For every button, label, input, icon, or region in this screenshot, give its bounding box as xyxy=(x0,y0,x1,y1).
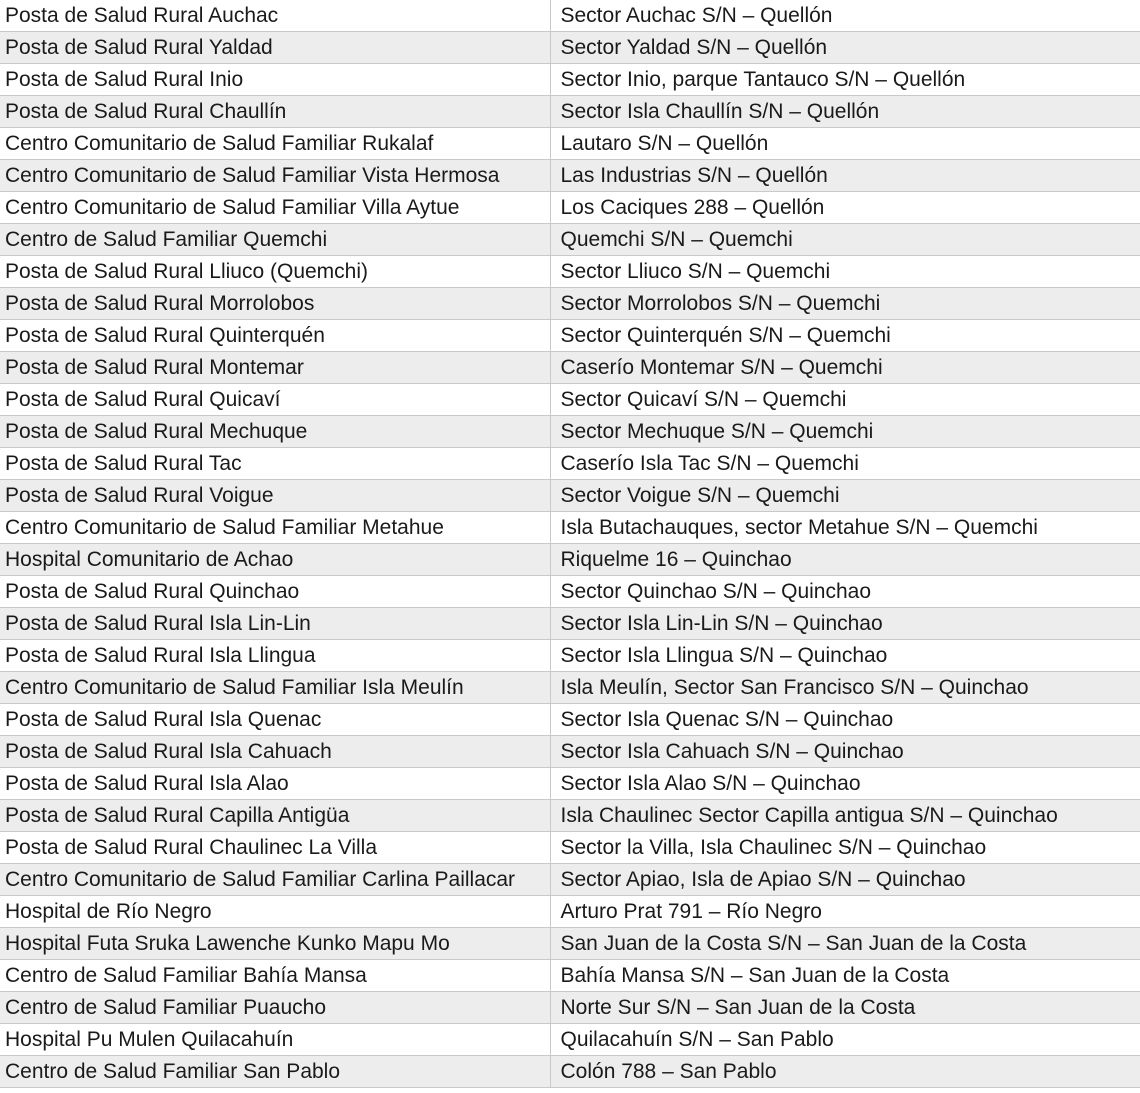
table-row xyxy=(0,416,1140,448)
table-row xyxy=(0,0,1140,32)
table-row xyxy=(0,992,1140,1024)
facility-name: Posta de Salud Rural Lliuco (Quemchi) xyxy=(0,256,550,288)
facility-address: Sector Quinchao S/N – Quinchao xyxy=(550,576,1140,608)
table-row xyxy=(0,960,1140,992)
facility-name: Hospital Comunitario de Achao xyxy=(0,544,550,576)
facility-name: Centro de Salud Familiar Bahía Mansa xyxy=(0,960,550,992)
facility-name: Centro Comunitario de Salud Familiar Villa Aytue xyxy=(0,192,550,224)
table-row xyxy=(0,1056,1140,1088)
facility-name: Posta de Salud Rural Quicaví xyxy=(0,384,550,416)
facility-address: Caserío Isla Tac S/N – Quemchi xyxy=(550,448,1140,480)
facility-address: Riquelme 16 – Quinchao xyxy=(550,544,1140,576)
facility-address: Isla Butachauques, sector Metahue S/N – Quemchi xyxy=(550,512,1140,544)
facility-name: Posta de Salud Rural Isla Llingua xyxy=(0,640,550,672)
table-row xyxy=(0,736,1140,768)
table-row xyxy=(0,928,1140,960)
facility-name: Posta de Salud Rural Capilla Antigüa xyxy=(0,800,550,832)
facility-address: Isla Chaulinec Sector Capilla antigua S/N – Quinchao xyxy=(550,800,1140,832)
facility-address: Sector Isla Quenac S/N – Quinchao xyxy=(550,704,1140,736)
facility-name: Posta de Salud Rural Inio xyxy=(0,64,550,96)
facility-address: Sector Quicaví S/N – Quemchi xyxy=(550,384,1140,416)
facility-address: Sector Yaldad S/N – Quellón xyxy=(550,32,1140,64)
facility-address: Las Industrias S/N – Quellón xyxy=(550,160,1140,192)
facility-address: Quemchi S/N – Quemchi xyxy=(550,224,1140,256)
table-row xyxy=(0,672,1140,704)
table-row xyxy=(0,800,1140,832)
table-row xyxy=(0,608,1140,640)
facility-name: Posta de Salud Rural Isla Cahuach xyxy=(0,736,550,768)
facility-address: Sector Mechuque S/N – Quemchi xyxy=(550,416,1140,448)
facility-address: Sector Voigue S/N – Quemchi xyxy=(550,480,1140,512)
table-row xyxy=(0,64,1140,96)
facility-address: Los Caciques 288 – Quellón xyxy=(550,192,1140,224)
facility-name: Centro de Salud Familiar Quemchi xyxy=(0,224,550,256)
facility-name: Centro Comunitario de Salud Familiar Carlina Paillacar xyxy=(0,864,550,896)
facility-name: Posta de Salud Rural Isla Quenac xyxy=(0,704,550,736)
table-row xyxy=(0,384,1140,416)
facility-address: Sector Auchac S/N – Quellón xyxy=(550,0,1140,32)
facility-address: Sector Isla Llingua S/N – Quinchao xyxy=(550,640,1140,672)
facility-address: Sector Inio, parque Tantauco S/N – Quellón xyxy=(550,64,1140,96)
facility-address: San Juan de la Costa S/N – San Juan de la Costa xyxy=(550,928,1140,960)
facility-name: Hospital Pu Mulen Quilacahuín xyxy=(0,1024,550,1056)
facility-name: Centro Comunitario de Salud Familiar Vista Hermosa xyxy=(0,160,550,192)
facility-name: Posta de Salud Rural Quinterquén xyxy=(0,320,550,352)
facility-name: Posta de Salud Rural Chaullín xyxy=(0,96,550,128)
facility-name: Posta de Salud Rural Mechuque xyxy=(0,416,550,448)
table-row xyxy=(0,96,1140,128)
facility-address: Lautaro S/N – Quellón xyxy=(550,128,1140,160)
table-row xyxy=(0,448,1140,480)
facility-name: Centro de Salud Familiar Puaucho xyxy=(0,992,550,1024)
table-row xyxy=(0,128,1140,160)
facility-address: Arturo Prat 791 – Río Negro xyxy=(550,896,1140,928)
facility-address: Sector Isla Chaullín S/N – Quellón xyxy=(550,96,1140,128)
facility-name: Posta de Salud Rural Auchac xyxy=(0,0,550,32)
facility-name: Hospital de Río Negro xyxy=(0,896,550,928)
facility-name: Centro de Salud Familiar San Pablo xyxy=(0,1056,550,1088)
facility-name: Posta de Salud Rural Isla Lin-Lin xyxy=(0,608,550,640)
table-row xyxy=(0,576,1140,608)
facility-address: Sector Isla Alao S/N – Quinchao xyxy=(550,768,1140,800)
facility-name: Posta de Salud Rural Yaldad xyxy=(0,32,550,64)
table-row xyxy=(0,160,1140,192)
facility-address: Sector Isla Cahuach S/N – Quinchao xyxy=(550,736,1140,768)
table-row xyxy=(0,896,1140,928)
facility-address: Sector Morrolobos S/N – Quemchi xyxy=(550,288,1140,320)
facility-name: Posta de Salud Rural Chaulinec La Villa xyxy=(0,832,550,864)
table-row xyxy=(0,1024,1140,1056)
table-row xyxy=(0,256,1140,288)
table-row xyxy=(0,224,1140,256)
table-row xyxy=(0,832,1140,864)
facility-address: Colón 788 – San Pablo xyxy=(550,1056,1140,1088)
facility-name: Centro Comunitario de Salud Familiar Isla Meulín xyxy=(0,672,550,704)
table-row xyxy=(0,512,1140,544)
facility-name: Posta de Salud Rural Isla Alao xyxy=(0,768,550,800)
facility-address: Norte Sur S/N – San Juan de la Costa xyxy=(550,992,1140,1024)
table-row xyxy=(0,320,1140,352)
facility-address: Sector Quinterquén S/N – Quemchi xyxy=(550,320,1140,352)
table-row xyxy=(0,480,1140,512)
table-row xyxy=(0,704,1140,736)
facility-address: Sector la Villa, Isla Chaulinec S/N – Quinchao xyxy=(550,832,1140,864)
facility-name: Posta de Salud Rural Tac xyxy=(0,448,550,480)
facility-name: Hospital Futa Sruka Lawenche Kunko Mapu Mo xyxy=(0,928,550,960)
table-row xyxy=(0,288,1140,320)
table-row xyxy=(0,192,1140,224)
facility-name: Posta de Salud Rural Morrolobos xyxy=(0,288,550,320)
table-row xyxy=(0,768,1140,800)
facility-address: Sector Apiao, Isla de Apiao S/N – Quinchao xyxy=(550,864,1140,896)
facility-address: Bahía Mansa S/N – San Juan de la Costa xyxy=(550,960,1140,992)
table-row xyxy=(0,864,1140,896)
facility-name: Posta de Salud Rural Montemar xyxy=(0,352,550,384)
facility-address: Caserío Montemar S/N – Quemchi xyxy=(550,352,1140,384)
facility-address: Sector Lliuco S/N – Quemchi xyxy=(550,256,1140,288)
facility-name: Centro Comunitario de Salud Familiar Rukalaf xyxy=(0,128,550,160)
facility-name: Posta de Salud Rural Voigue xyxy=(0,480,550,512)
facility-address: Sector Isla Lin-Lin S/N – Quinchao xyxy=(550,608,1140,640)
facility-name: Posta de Salud Rural Quinchao xyxy=(0,576,550,608)
facility-address: Isla Meulín, Sector San Francisco S/N – Quinchao xyxy=(550,672,1140,704)
table-row xyxy=(0,544,1140,576)
table-row xyxy=(0,640,1140,672)
table-row xyxy=(0,32,1140,64)
table-row xyxy=(0,352,1140,384)
facility-name: Centro Comunitario de Salud Familiar Metahue xyxy=(0,512,550,544)
facility-address: Quilacahuín S/N – San Pablo xyxy=(550,1024,1140,1056)
